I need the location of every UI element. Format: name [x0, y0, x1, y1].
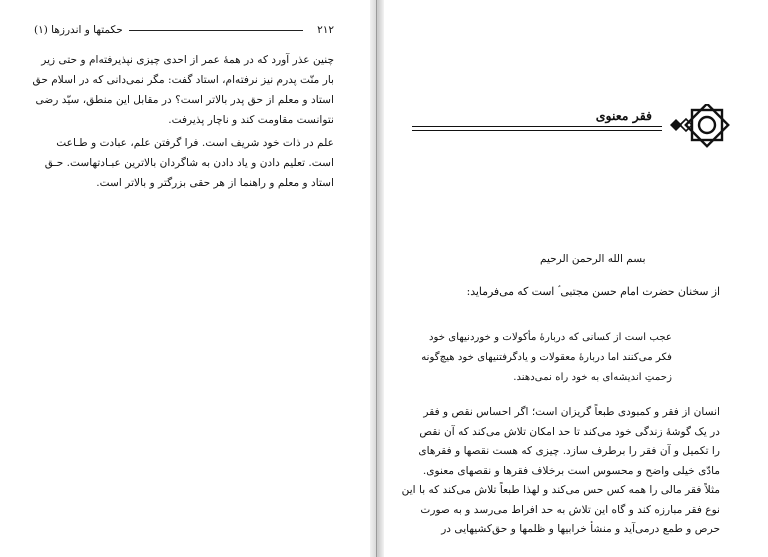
text-line: نوع فقر مبارزه کند و گاه این تلاش به حد افراط می‌رسد و به صورت	[420, 503, 720, 516]
book-title: حکمتها و اندرزها (۱)	[34, 24, 123, 36]
left-paragraph-1	[34, 50, 334, 130]
header-rule	[129, 30, 303, 31]
quote-block	[421, 328, 672, 388]
text-line: است. تعلیم دادن و یاد دادن به شاگردان بالاترین عبـادتهاست. حـق	[44, 157, 334, 169]
text-line: مادّی خیلی واضح و محسوس است برخلاف فقرها و نقصهای معنوی.	[422, 464, 720, 477]
left-paragraph-2	[34, 133, 334, 193]
text-line: انسان از فقر و کمبودی طبعاً گریزان است؛ اگر احساس نقص و فقر	[423, 406, 720, 418]
text-line: حرص و طمع درمی‌آید و منشأ خرابیها و ظلمها و حق‌کشیهایی در	[441, 523, 720, 535]
gutter-line	[376, 0, 377, 557]
running-head	[34, 22, 334, 38]
text-line: بار منّت پدرم نیز نرفته‌ام، استاد گفت: مگر نمی‌دانی که در اسلام حق	[32, 74, 334, 86]
book-gutter	[370, 0, 384, 557]
page-number: ۲۱۲	[317, 24, 334, 36]
title-rule	[412, 126, 662, 127]
text-line: علم در ذات خود شریف است. فرا گرفتن علم، عبادت و طـاعت	[56, 137, 334, 149]
right-body-paragraph	[402, 403, 720, 540]
text-line: استاد و معلم از حق پدر بالاتر است؟ در مقابل این منطق، سیّد رضی	[35, 94, 334, 106]
intro-line: از سخنان حضرت امام حسن مجتبی ؑ است که می‌فرماید:	[466, 285, 720, 298]
quote-line: فکر می‌کنند اما دربارهٔ معقولات و یادگرفتنیهای خود هیچ‌گونه	[421, 352, 672, 363]
text-line: نتوانست مقاومت کند و ناچار پذیرفت.	[168, 114, 334, 126]
text-line: چنین عذر آورد که در همهٔ عمر از احدی چیزی نپذیرفته‌ام و حتی زیر	[41, 54, 334, 66]
text-line: در یک گوشهٔ زندگی خود می‌کند تا حد امکان تلاش می‌کند که آن نقص	[419, 425, 720, 438]
quote-line: زحمتِ اندیشه‌ای به خود راه نمی‌دهند.	[513, 372, 672, 383]
text-line: را تکمیل و آن فقر را برطرف سازد. چیزی که هست نقصها و فقرهای	[418, 445, 720, 457]
text-line: مثلاً فقر مالی را همه کس حس می‌کند و لهذا طبعاً تلاش می‌کند که با این	[401, 484, 720, 496]
basmala: بسم الله الرحمن الرحیم	[540, 253, 646, 265]
chapter-title: فقر معنوی	[595, 108, 652, 123]
chapter-title-band	[412, 104, 730, 148]
quote-line: عجب است از کسانی که دربارهٔ مأکولات و خوردنیهای خود	[428, 332, 672, 343]
title-rule	[412, 130, 662, 131]
star-knot-emblem-icon	[668, 104, 730, 148]
text-line: استاد و معلم و راهنما از هر حقی بزرگتر و بالاتر است.	[96, 177, 334, 189]
